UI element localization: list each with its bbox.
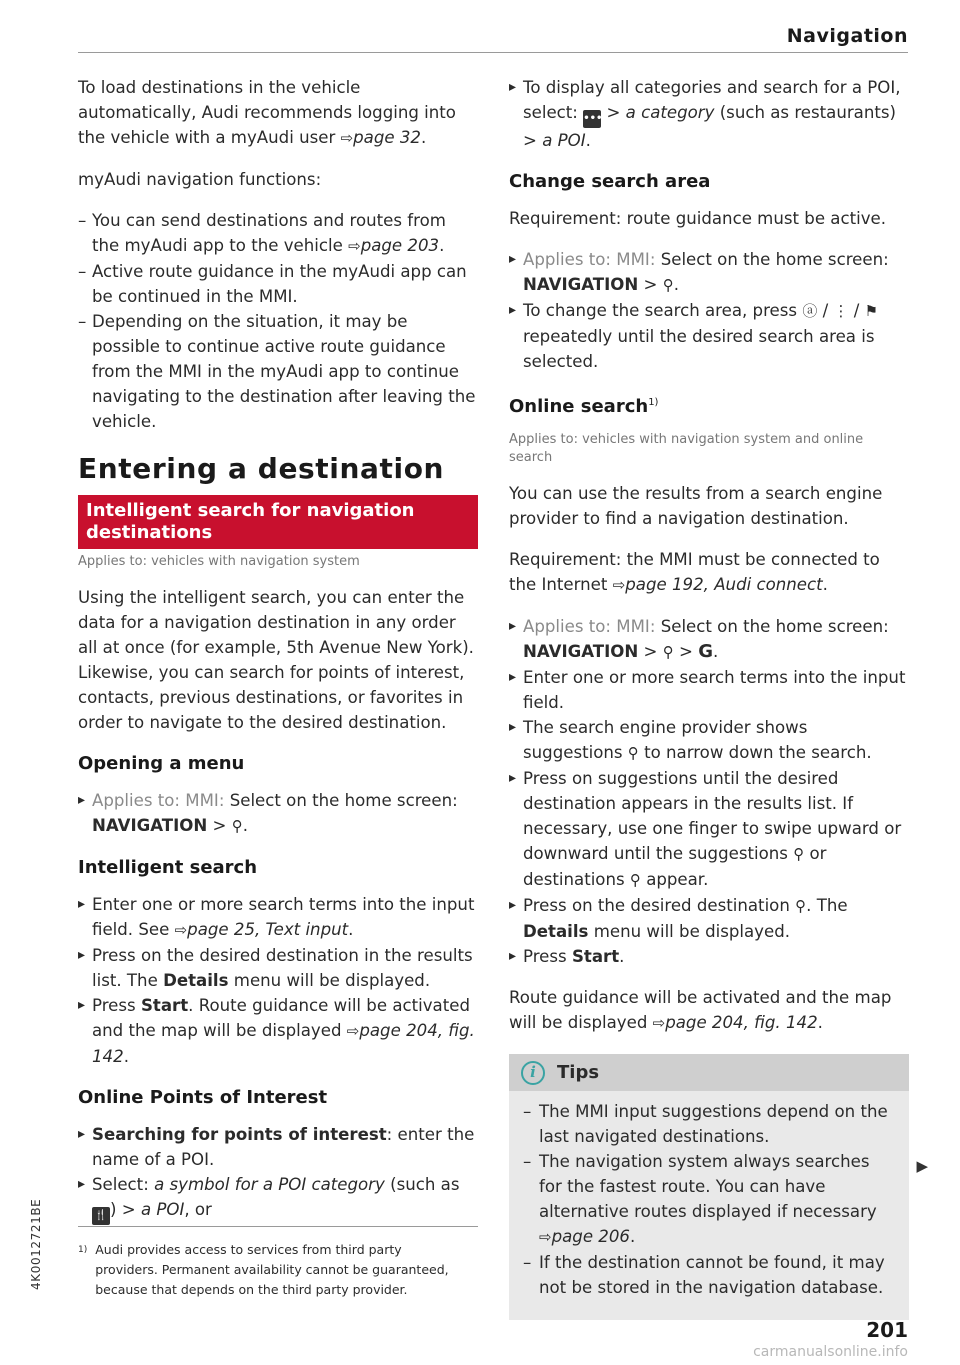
tips-box — [509, 1054, 909, 1320]
list-item: ▸ Press on the desired destination in the results list. The Details menu will be displayed. — [78, 943, 478, 993]
page-ref-arrow-icon: ⇨ — [174, 921, 188, 939]
more-options-icon: ••• — [583, 110, 601, 128]
page-ref-link[interactable]: page 25, Text input — [187, 920, 349, 939]
poi-all-steps — [509, 75, 909, 153]
watermark: carmanualsonline.info — [753, 1344, 908, 1360]
list-item: ▸ Enter one or more search terms into the input field. See ⇨page 25, Text input. — [78, 892, 478, 943]
page-ref-link[interactable]: page 192, Audi connect — [625, 575, 823, 594]
online-poi-steps — [78, 1122, 478, 1225]
intro-paragraph: To load destinations in the vehicle automatically, Audi recommends logging into the vehicle with a myAudi user ⇨page 32. — [78, 78, 456, 147]
search-icon: ⚲ — [231, 817, 243, 835]
functions-list — [78, 208, 478, 434]
page-ref-arrow-icon: ⇨ — [348, 237, 361, 255]
continue-arrow-icon: ▶ — [916, 1157, 928, 1175]
applies-note: Applies to: vehicles with navigation system — [78, 554, 360, 569]
tips-header: i Tips — [509, 1054, 909, 1091]
online-search-requirement: Requirement: the MMI must be connected to the Internet ⇨page 192, Audi connect. — [509, 550, 880, 594]
list-item: ▸ Press on the desired destination ⚲. The Details menu will be displayed. — [509, 893, 909, 944]
subheading-online-poi: Online Points of Interest — [78, 1087, 328, 1108]
list-item: ▸ Applies to: MMI: Select on the home screen: NAVIGATION > ⚲. — [78, 788, 478, 839]
list-item: ▸ Applies to: MMI: Select on the home screen: NAVIGATION > ⚲ > G. — [509, 614, 909, 665]
list-item: ▸ The search engine provider shows suggestions ⚲ to narrow down the search. — [509, 715, 909, 766]
page-ref-arrow-icon: ⇨ — [612, 576, 626, 594]
destination-flag-icon: ⚑ — [864, 302, 879, 320]
applies-note: Applies to: vehicles with navigation system and online search — [509, 432, 864, 465]
list-item: – Active route guidance in the myAudi app can be continued in the MMI. — [78, 259, 478, 309]
search-icon: ⚲ — [662, 643, 674, 661]
header-rule — [78, 52, 908, 53]
document-code: 4K0012721BE — [29, 1198, 43, 1290]
page-ref-link[interactable]: page 203 — [360, 236, 440, 255]
suggestion-icon: ⚲ — [793, 845, 805, 863]
footnote: $^{1)}$ Audi provides access to services from third party providers. Permanent availability cannot be guaranteed, because that depends on the third party provider. — [78, 1242, 449, 1297]
page-ref-arrow-icon: ⇨ — [340, 129, 354, 147]
info-icon: i — [521, 1061, 545, 1085]
list-item: – The MMI input suggestions depend on the last navigated destinations. — [523, 1099, 897, 1149]
page-header-title: Navigation — [786, 25, 908, 47]
list-item: ▸ To change the search area, press ⓐ / ⋮ / ⚑ repeatedly until the desired search area is selected. — [509, 298, 909, 374]
functions-label: myAudi navigation functions: — [78, 170, 322, 189]
list-item: ▸ To display all categories and search for a POI, select: ••• > a category (such as restaurants) > a POI. — [509, 75, 909, 153]
destination-pin-icon: ⚲ — [795, 897, 807, 915]
route-icon: ⋮ — [833, 302, 849, 320]
list-item: – If the destination cannot be found, it may not be stored in the navigation database. — [523, 1250, 897, 1300]
section-title-bar: Intelligent search for navigation destinations — [78, 495, 478, 549]
list-item: – You can send destinations and routes from the myAudi app to the vehicle ⇨page 203. — [78, 208, 478, 259]
online-search-intro: You can use the results from a search engine provider to find a navigation destination. — [509, 484, 883, 528]
page-ref-arrow-icon: ⇨ — [652, 1014, 666, 1032]
online-search-steps — [509, 614, 909, 969]
section-paragraph: Using the intelligent search, you can enter the data for a navigation destination in any order all at once (for example, 5th Avenue New York). Likewise, you can search for points of interest, contacts, previous destinations, or favorites in order to navigate to the desired destination. — [78, 588, 474, 732]
page-ref-arrow-icon: ⇨ — [539, 1228, 552, 1246]
google-icon: G — [698, 641, 713, 662]
page-number: 201 — [866, 1318, 908, 1342]
restaurant-icon: 🍴 — [92, 1207, 110, 1225]
vehicle-position-icon: ⓐ — [802, 302, 818, 320]
page-ref-arrow-icon: ⇨ — [346, 1022, 360, 1040]
list-item: ▸ Applies to: MMI: Select on the home screen: NAVIGATION > ⚲. — [509, 247, 909, 298]
list-item: ▸ Select: a symbol for a POI category (such as 🍴 ) > a POI, or — [78, 1172, 478, 1225]
list-item: – The navigation system always searches for the fastest route. You can have alternative routes displayed if necessary ⇨page 206. — [523, 1149, 897, 1250]
list-item: ▸ Searching for points of interest: enter the name of a POI. — [78, 1122, 478, 1172]
left-column — [78, 75, 478, 1241]
subheading-change-search-area: Change search area — [509, 171, 711, 192]
footnote-rule — [78, 1226, 478, 1227]
tips-list — [523, 1099, 897, 1300]
page-ref-link[interactable]: page 204, fig. 142 — [665, 1013, 818, 1032]
result-text: Route guidance will be activated and the map will be displayed ⇨page 204, fig. 142. — [509, 988, 892, 1032]
destination-pin-icon: ⚲ — [629, 871, 641, 889]
list-item: ▸ Enter one or more search terms into the input field. — [509, 665, 909, 715]
subheading-opening-menu: Opening a menu — [78, 753, 245, 774]
chapter-heading: Entering a destination — [78, 452, 445, 485]
suggestion-icon: ⚲ — [627, 744, 639, 762]
subheading-intelligent-search: Intelligent search — [78, 857, 258, 878]
page-ref-link[interactable]: page 204, fig. 142 — [92, 1021, 475, 1066]
subheading-online-search: Online search$^{1)}$ — [509, 396, 659, 417]
page-ref-link[interactable]: page 206 — [551, 1227, 630, 1246]
list-item: ▸ Press on suggestions until the desired destination appears in the results list. If necessary, use one finger to swipe upward or downward until the suggestions ⚲ or destinations ⚲ appear. — [509, 766, 909, 893]
intelligent-search-steps — [78, 892, 478, 1069]
right-column — [509, 75, 909, 1320]
requirement-text: Requirement: route guidance must be active. — [509, 209, 887, 228]
list-item: ▸ Press Start. Route guidance will be activated and the map will be displayed ⇨page 204, fig. 142. — [78, 993, 478, 1069]
change-area-steps — [509, 247, 909, 374]
list-item: – Depending on the situation, it may be possible to continue active route guidance from the MMI in the myAudi app to continue navigating to the destination after leaving the vehicle. — [78, 309, 478, 434]
tips-body — [509, 1091, 909, 1320]
opening-menu-steps — [78, 788, 478, 839]
page-ref-link[interactable]: page 32 — [353, 128, 421, 147]
search-icon: ⚲ — [662, 276, 674, 294]
list-item: ▸ Press Start. — [509, 944, 909, 969]
